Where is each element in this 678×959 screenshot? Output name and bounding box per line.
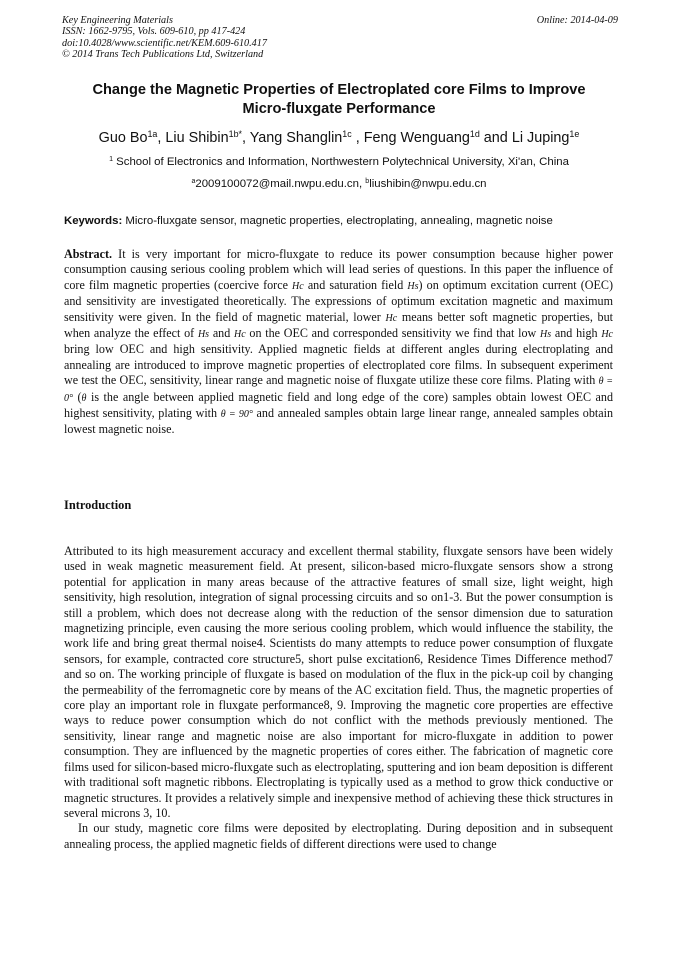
journal-header: [62, 15, 618, 61]
abstract-text: means better soft magnetic properties, but when analyze the effect of: [64, 309, 613, 341]
abstract-text: It is very important for micro-fluxgate to reduce its power consumption because higher power consumption causing serious cooling problem which will lead series of questions. In this paper the influence of core film magnetic properties (coercive force: [64, 247, 613, 292]
online-date: Online: 2014-04-09: [536, 15, 618, 26]
author-name: Li Juping: [511, 130, 570, 146]
introduction-paragraph: In our study, magnetic core films were deposited by electroplating. During deposition and in subsequent annealing process, the applied magnetic fields of different directions were used to change: [64, 821, 613, 851]
symbol-hs: Hs: [540, 329, 552, 341]
author-sep: ,: [157, 130, 166, 146]
symbol-hc: Hc: [385, 312, 398, 324]
abstract-text: (: [73, 389, 82, 404]
author-name: Liu Shibin: [165, 130, 229, 146]
journal-name: Key Engineering Materials: [62, 15, 173, 26]
author-name: Feng Wenguang: [363, 130, 470, 146]
abstract-text: and annealed samples obtain large linear range, annealed samples obtain lowest magnetic noise.: [64, 406, 613, 437]
keywords-label: Keywords:: [64, 215, 123, 227]
symbol-hc: Hc: [292, 280, 304, 292]
introduction-body: [64, 544, 613, 852]
author-sup: 1c: [342, 129, 352, 140]
affiliation-text: School of Electronics and Information, Northwestern Polytechnical University, Xi'an, China: [113, 156, 569, 168]
symbol-hs: Hs: [197, 329, 210, 341]
keywords: [64, 214, 620, 229]
title-line-1: Change the Magnetic Properties of Electroplated core Films to Improve: [92, 82, 586, 98]
author-name: Yang Shanglin: [249, 130, 343, 146]
paper-title: [40, 81, 638, 119]
author-list: [20, 129, 658, 147]
abstract-text: and saturation field: [303, 277, 408, 292]
abstract-text: is the angle between applied magnetic field and long edge of the core) samples obtain lowest OEC and highest sensitivity, plating with: [64, 389, 613, 421]
email-a-sup: a: [191, 178, 196, 186]
title-line-2: Micro-fluxgate Performance: [242, 101, 436, 117]
symbol-hc: Hc: [601, 329, 613, 341]
author-sup: 1a: [147, 129, 158, 140]
email-line: [20, 177, 658, 192]
introduction-paragraph: Attributed to its high measurement accuracy and excellent thermal stability, fluxgate sensors have been widely used in weak magnetic measurement field. At present, silicon-based micro-fluxgate sensors show a strong potential for application in many areas because of the attractive features of small size, light weight, high sensitivity, high resolution, integration of signal processing circuits and so on1-3. But the power consumption is still a problem, which does not decrease along with the reduction of the sensor dimension due to saturation magnetizing principle, even causing the more serious cooling problem, which would influence the stability, the work life and bring great thermal noise4. Scientists do many attempts to reduce power consumption of fluxgate sensors, for example, contracted core structure5, short pulse excitation6, Residence Times Difference method7 and so on. The working principle of fluxgate is based on modulation of the flux in the pick-up coil by changing the permeability of the ferromagnetic core by means of the AC excitation field. Thus, the magnetic properties of core play an important role in fluxgate performance8, 9. Improving the magnetic core properties are effective ways to reduce power consumption which do not conflict with the methods previously mentioned. The sensitivity, linear range and magnetic noise are also important for micro-fluxgate in addition to power consumption. They are influenced by the magnetic properties of cores either. The fabrication of magnetic core films used for silicon-based micro-fluxgate such as electroplating, sputtering and ion beam deposition is different with traditional soft magnetic ribbons. Electroplating is typically used as a method to grow thick conductive or magnetic structures. It provides a relatively simple and inexpensive method of achieving these thick structures in several microns 3, 10.: [64, 544, 613, 820]
issn-line: ISSN: 1662-9795, Vols. 609-610, pp 417-424: [62, 26, 246, 38]
email-a: 2009100072@mail.nwpu.edu.cn: [195, 178, 359, 190]
author-sup: 1b*: [228, 129, 242, 140]
abstract-text: on the OEC and corresponded sensitivity we find that low: [245, 326, 541, 341]
affiliation-sup: 1: [109, 156, 113, 164]
doi-line: doi:10.4028/www.scientific.net/KEM.609-610.417: [62, 37, 267, 49]
copyright-line: © 2014 Trans Tech Publications Ltd, Switzerland: [62, 49, 264, 61]
abstract-text: bring low OEC and high sensitivity. Applied magnetic fields at different angles during electroplating and annealing are introduced to improve magnetic properties of electroplated core films. In subsequent experiment we test the OEC, sensitivity, linear range and magnetic noise of fluxgate utilize these core films. Plating with: [64, 342, 613, 388]
symbol-hs: Hs: [407, 280, 419, 292]
abstract-text: and: [209, 326, 235, 341]
abstract: [64, 247, 613, 438]
abstract-text: ) on optimum excitation current (OEC) and sensitivity are investigated theoretically. The expressions of optimum excitation magnetic and maximum sensitivity were given. In the field of magnetic material, lower: [64, 277, 613, 324]
author-name: Guo Bo: [98, 130, 148, 146]
symbol-theta-90: θ = 90°: [220, 409, 253, 421]
introduction-heading: Introduction: [64, 498, 132, 512]
symbol-theta-0: θ = 0°: [64, 376, 613, 404]
keywords-text: Micro-fluxgate sensor, magnetic properties, electroplating, annealing, magnetic noise: [122, 215, 553, 227]
abstract-label: Abstract.: [64, 247, 113, 261]
author-sep: ,: [351, 130, 364, 146]
author-sup: 1d: [469, 129, 480, 140]
email-b: liushibin@nwpu.edu.cn: [369, 178, 487, 190]
abstract-text: and high: [551, 326, 602, 341]
email-sep: ,: [358, 178, 366, 190]
email-b-sup: b: [365, 178, 370, 186]
affiliation: [20, 155, 658, 170]
author-sep: and: [479, 130, 512, 146]
symbol-hc: Hc: [234, 329, 246, 341]
author-sep: ,: [241, 130, 250, 146]
author-sup: 1e: [569, 129, 580, 140]
symbol-theta: θ: [81, 392, 87, 404]
